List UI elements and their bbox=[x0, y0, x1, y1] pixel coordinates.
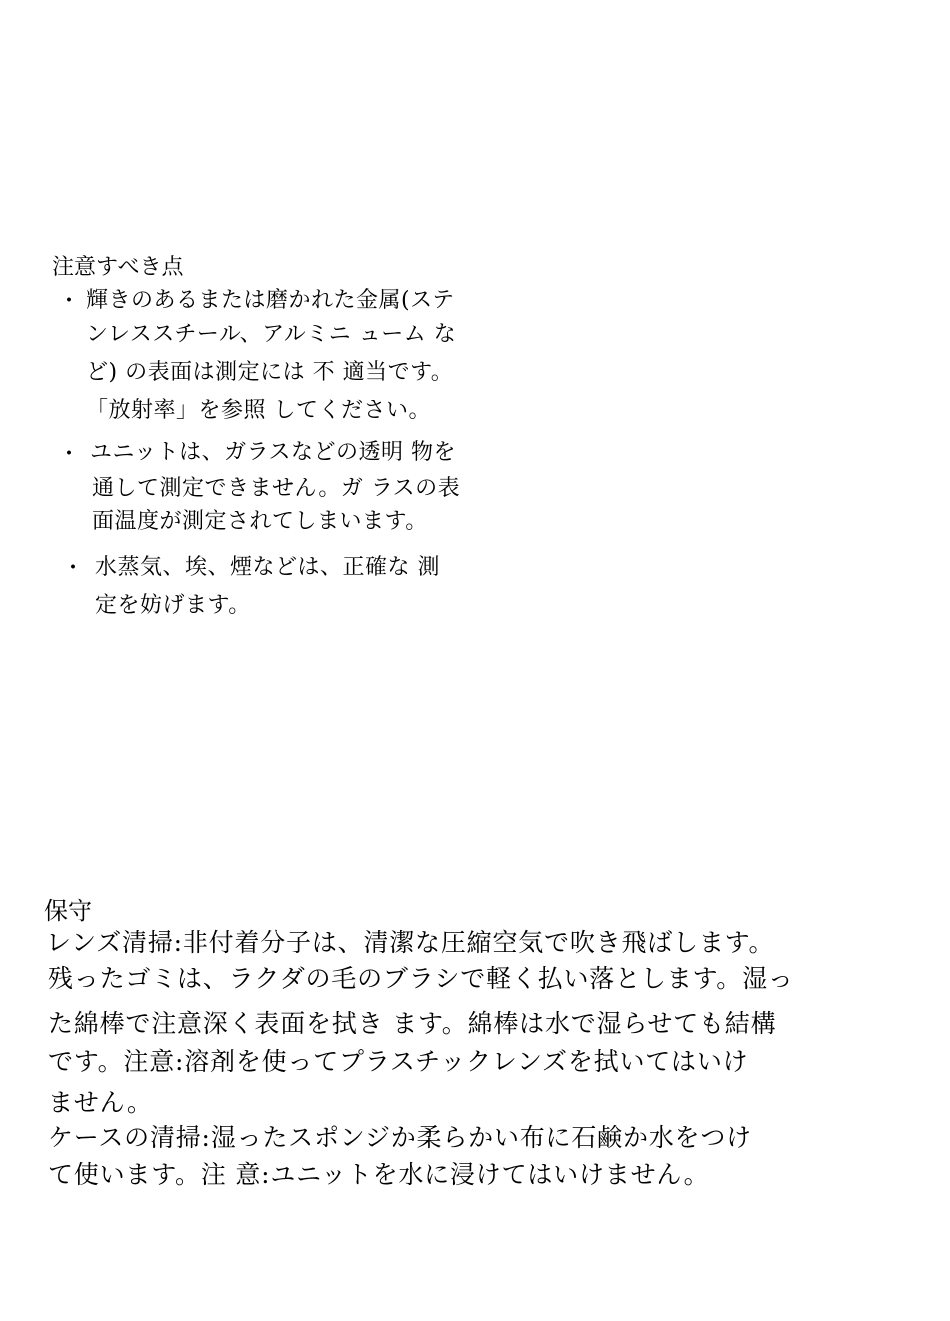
maintenance-line-5: ません。 bbox=[48, 1088, 153, 1117]
maintenance-title: 保守 bbox=[44, 897, 92, 925]
caution-item-1-line-3: ど) の表面は測定には 不 適当です。 bbox=[86, 360, 454, 385]
maintenance-line-1: レンズ清掃:非付着分子は、清潔な圧縮空気で吹き飛ばします。 bbox=[46, 928, 775, 957]
maintenance-line-3: た綿棒で注意深く表面を拭き ます。綿棒は水で湿らせても結構 bbox=[48, 1009, 777, 1038]
maintenance-line-2: 残ったゴミは、ラクダの毛のブラシで軽く払い落とします。湿っ bbox=[48, 964, 794, 993]
maintenance-line-6: ケースの清掃:湿ったスポンジか柔らかい布に石鹸か水をつけ bbox=[48, 1123, 752, 1152]
bullet-3: ・ bbox=[62, 556, 85, 581]
caution-item-3-line-2: 定を妨げます。 bbox=[95, 593, 251, 618]
caution-item-2-line-2: 通して測定できません。ガ ラスの表 bbox=[92, 476, 461, 501]
maintenance-line-4: です。注意:溶剤を使ってプラスチックレンズを拭いてはいけ bbox=[48, 1047, 749, 1076]
caution-item-1-line-2: ンレススチール、アルミニ ューム な bbox=[86, 322, 457, 347]
caution-item-2-line-1: ユニットは、ガラスなどの透明 物を bbox=[90, 440, 456, 465]
maintenance-line-7: て使います。注 意:ユニットを水に浸けてはいけません。 bbox=[48, 1160, 710, 1189]
caution-item-2-line-3: 面温度が測定されてしまいます。 bbox=[92, 509, 428, 534]
caution-item-1-line-4: 「放射率」を参照 してください。 bbox=[86, 398, 431, 423]
caution-title: 注意すべき点 bbox=[52, 255, 184, 280]
bullet-2: ・ bbox=[58, 442, 81, 467]
caution-item-3-line-1: 水蒸気、埃、煙などは、正確な 測 bbox=[95, 555, 440, 580]
bullet-1: ・ bbox=[58, 289, 81, 314]
caution-item-1-line-1: 輝きのあるまたは磨かれた金属(ステ bbox=[86, 288, 455, 313]
